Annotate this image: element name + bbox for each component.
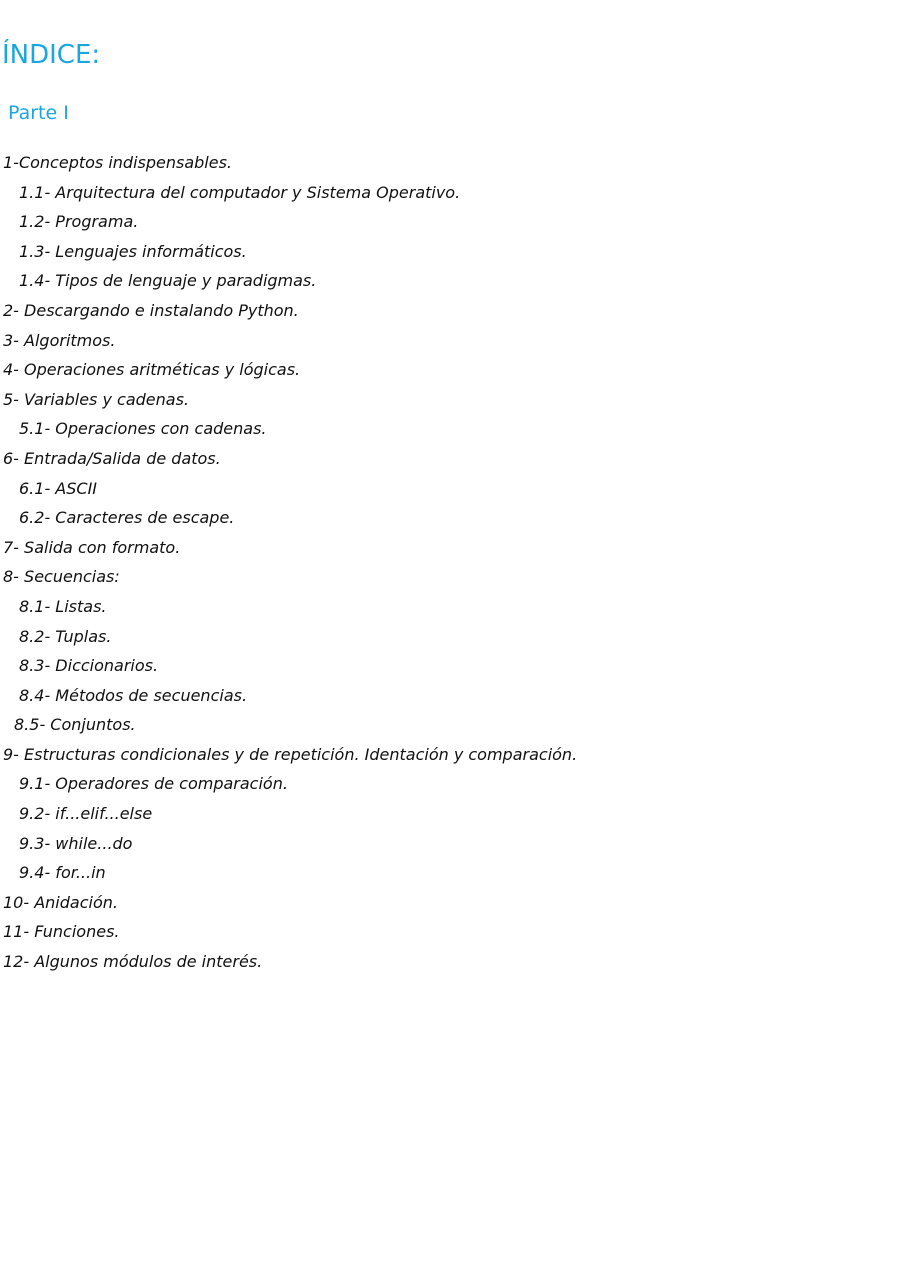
table-of-contents: [0, 148, 577, 977]
toc-subentry: 9.1- Operadores de comparación.: [19, 774, 288, 794]
toc-entry: 1-Conceptos indispensables.: [3, 153, 233, 172]
index-title: ÍNDICE:: [2, 40, 101, 70]
toc-entry: 12- Algunos módulos de interés.: [3, 952, 263, 972]
toc-subentry: 1.3- Lenguajes informáticos.: [19, 241, 247, 261]
toc-subentry: 6.2- Caracteres de escape.: [19, 508, 235, 528]
toc-subentry: 1.2- Programa.: [19, 212, 139, 232]
toc-entry: 2- Descargando e instalando Python.: [3, 300, 299, 320]
toc-subentry: 5.1- Operaciones con cadenas.: [19, 419, 267, 439]
toc-entry: 3- Algoritmos.: [3, 330, 116, 350]
toc-entry: 11- Funciones.: [3, 922, 120, 942]
toc-entry: 9- Estructuras condicionales y de repetición. Identación y comparación.: [3, 744, 578, 764]
toc-entry: 6- Entrada/Salida de datos.: [3, 448, 221, 468]
toc-subentry: 8.1- Listas.: [19, 596, 107, 616]
toc-entry: 7- Salida con formato.: [3, 537, 181, 557]
toc-subentry: 8.2- Tuplas.: [19, 626, 112, 646]
toc-subentry: 8.5- Conjuntos.: [14, 715, 136, 735]
toc-subentry: 8.4- Métodos de secuencias.: [19, 685, 248, 705]
toc-subentry: 9.3- while...do: [19, 833, 133, 853]
toc-subentry: 9.2- if...elif...else: [19, 804, 153, 824]
toc-subentry: 9.4- for...in: [19, 863, 106, 883]
part-heading: Parte I: [8, 102, 69, 124]
toc-entry: 8- Secuencias:: [3, 567, 120, 587]
toc-subentry: 1.4- Tipos de lenguaje y paradigmas.: [19, 271, 317, 291]
toc-entry: 10- Anidación.: [3, 892, 118, 912]
toc-subentry: 1.1- Arquitectura del computador y Sistema Operativo.: [19, 182, 461, 202]
toc-entry: 4- Operaciones aritméticas y lógicas.: [3, 360, 301, 380]
toc-subentry: 6.1- ASCII: [19, 478, 98, 498]
toc-subentry: 8.3- Diccionarios.: [19, 656, 159, 676]
toc-entry: 5- Variables y cadenas.: [3, 389, 189, 409]
